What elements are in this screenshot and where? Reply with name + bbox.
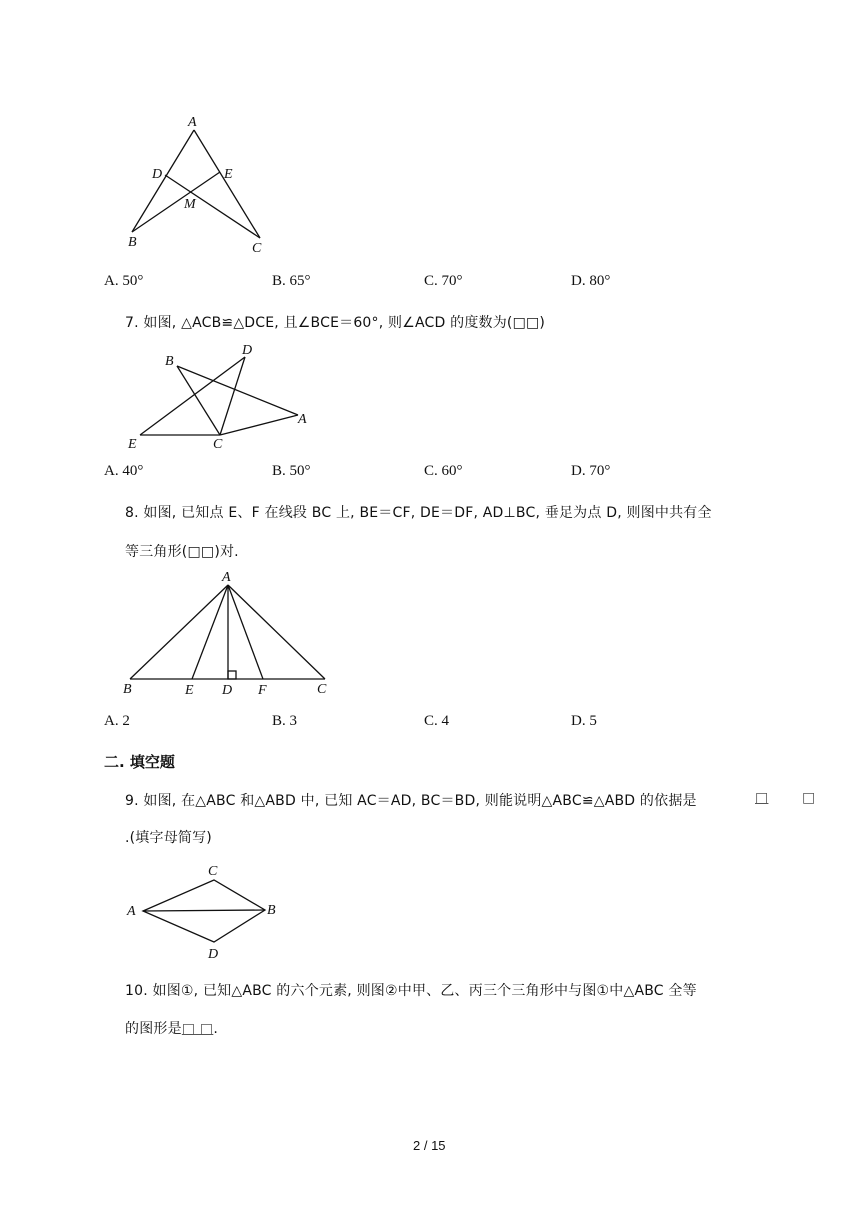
label-A: A [188,115,197,130]
label-D: D [208,947,219,962]
q6-option-c: C. 70° [424,273,463,289]
q7-option-d: D. 70° [571,463,611,479]
q9-question-line2: .(填字母简写) [125,830,212,846]
q9-figure [120,855,285,965]
q9-answer-blank-2[interactable]: □ [802,790,816,806]
label-B: B [267,903,276,918]
q9-question-line1: 9. 如图, 在△ABC 和△ABD 中, 已知 AC＝AD, BC＝BD, 则能说明△ABC≌△ABD 的依据是 [125,793,697,809]
q7-option-b: B. 50° [272,463,311,479]
q8-option-a: A. 2 [104,713,130,729]
label-D: D [222,683,233,698]
label-E: E [128,437,137,452]
q7-figure [120,340,320,455]
label-C: C [208,864,218,879]
q8-question-line2: 等三角形(□□)对. [125,544,239,560]
label-C: C [252,241,262,256]
q6-option-b: B. 65° [272,273,311,289]
q10-line2-prefix: 的图形是 [125,1021,182,1037]
page-number: 2 / 15 [413,1138,446,1153]
q8-question-line1: 8. 如图, 已知点 E、F 在线段 BC 上, BE＝CF, DE＝DF, AD⊥BC, 垂足为点 D, 则图中共有全 [125,505,712,521]
label-A: A [222,570,231,585]
q8-option-c: C. 4 [424,713,450,729]
q7-option-c: C. 60° [424,463,463,479]
label-E: E [224,167,233,182]
q8-figure [115,565,340,700]
label-D: D [242,343,253,358]
q10-question-line2 [125,1018,218,1038]
label-D: D [152,167,163,182]
q10-line2-suffix: . [213,1021,218,1037]
label-F: F [258,683,267,698]
label-B: B [123,682,132,697]
label-C: C [213,437,223,452]
q7-question: 7. 如图, △ACB≌△DCE, 且∠BCE＝60°, 则∠ACD 的度数为(□□) [125,315,546,331]
q9-answer-blank-1[interactable]: □ [755,790,769,806]
q6-option-a: A. 50° [104,273,144,289]
label-B: B [128,235,137,250]
label-A: A [127,904,136,919]
q8-option-b: B. 3 [272,713,298,729]
section-title: 二. 填空题 [104,753,175,771]
label-M: M [184,197,196,212]
q8-option-d: D. 5 [571,713,597,729]
label-C: C [317,682,327,697]
label-E: E [185,683,194,698]
label-B: B [165,354,174,369]
label-A: A [298,412,307,427]
q10-answer-blank[interactable]: □ □ [181,1021,214,1037]
q10-question-line1: 10. 如图①, 已知△ABC 的六个元素, 则图②中甲、乙、丙三个三角形中与图①中△ABC 全等 [125,983,697,999]
q7-option-a: A. 40° [104,463,144,479]
q6-option-d: D. 80° [571,273,611,289]
q6-figure [120,108,280,258]
